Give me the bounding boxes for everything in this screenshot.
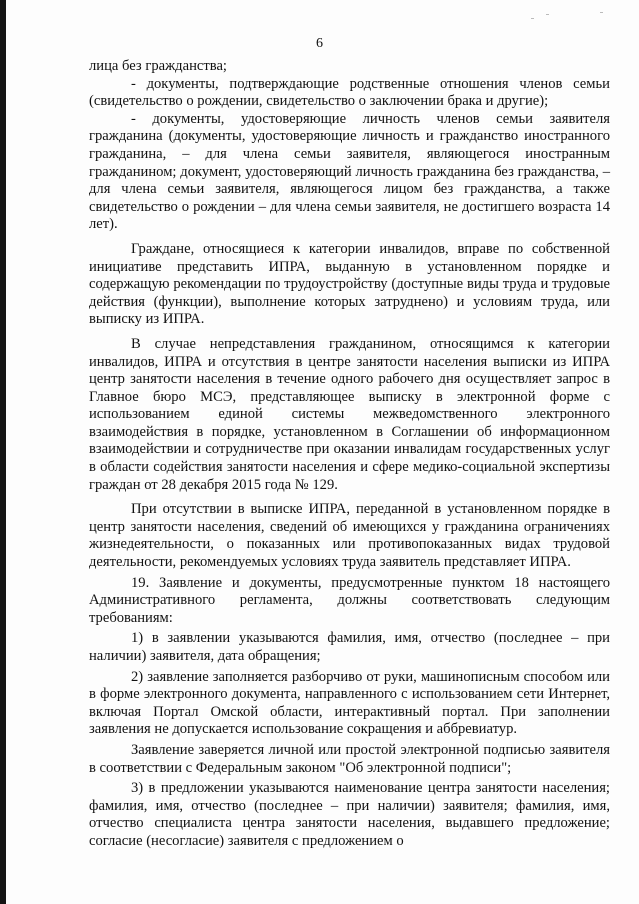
paragraph: Заявление заверяется личной или простой электронной подписью заявителя в соответствии с Федеральным законом "Об электронной подписи"; bbox=[89, 741, 610, 776]
paragraph: - документы, подтверждающие родственные отношения членов семьи (свидетельство о рождении, свидетельство о заключении брака и другие); bbox=[89, 75, 610, 110]
paragraph: - документы, удостоверяющие личность членов семьи заявителя гражданина (документы, удостоверяющие личность и гражданство иностранного гражданина, – для члена семьи заявителя, являющегося иностранным гражданином; документ, удостоверяющий личность гражданина без гражданства, – для члена семьи заявителя, являющегося лицом без гражданства, а также свидетельство о рождении – для члена семьи заявителя, не достигшего возраста 14 лет). bbox=[89, 110, 610, 233]
scan-edge bbox=[0, 0, 6, 904]
list-item: 2) заявление заполняется разборчиво от руки, машинописным способом или в форме электронного документа, направленного с использованием сети Интернет, включая Портал Омской области, интерактивный портал. При заполнении заявления не допускается использование сокращения и аббревиатур. bbox=[89, 668, 610, 738]
list-item: 3) в предложении указываются наименование центра занятости населения; фамилия, имя, отчество (последнее – при наличии) заявителя; фамилия, имя, отчество специалиста центра занятости населения, выдавшего предложение; согласие (несогласие) заявителя с предложением о bbox=[89, 780, 610, 849]
list-item: 1) в заявлении указываются фамилия, имя, отчество (последнее – при наличии) заявителя, дата обращения; bbox=[89, 630, 610, 664]
scan-speck bbox=[600, 12, 603, 13]
paragraph: В случае непредставления гражданином, относящимся к категории инвалидов, ИПРА и отсутствия в центре занятости населения выписки из ИПРА центр занятости населения в течение одного рабочего дня осуществляет запрос в Главное бюро МСЭ, представляющее выписку в электронной форме с использованием единой системы межведомственного электронного взаимодействия в порядке, установленном в Соглашении об информационном взаимодействии и сотрудничестве при оказании инвалидам государственных услуг в области содействия занятости населения и сфере медико-социальной экспертизы граждан от 28 декабря 2015 года № 129. bbox=[89, 335, 610, 493]
scan-speck bbox=[546, 14, 549, 15]
paragraph: 19. Заявление и документы, предусмотренные пунктом 18 настоящего Административного регламента, должны соответствовать следующим требованиям: bbox=[89, 574, 610, 626]
paragraph: Граждане, относящиеся к категории инвалидов, вправе по собственной инициативе представить ИПРА, выданную в установленном порядке и содержащую рекомендации по трудоустройству (доступные виды труда и трудовые действия (функции), выполнение которых затруднено) и условиям труда, или выписку из ИПРА. bbox=[89, 240, 610, 328]
paragraph: лица без гражданства; bbox=[89, 58, 227, 74]
paragraph: При отсутствии в выписке ИПРА, переданной в установленном порядке в центр занятости населения, сведений об имеющихся у гражданина ограничениях жизнедеятельности, о показанных или противопоказанных видах трудовой деятельности, рекомендуемых условиях труда заявитель представляет ИПРА. bbox=[89, 501, 610, 571]
document-body bbox=[89, 58, 610, 851]
scan-speck bbox=[531, 18, 534, 19]
page-number: 6 bbox=[316, 36, 323, 51]
